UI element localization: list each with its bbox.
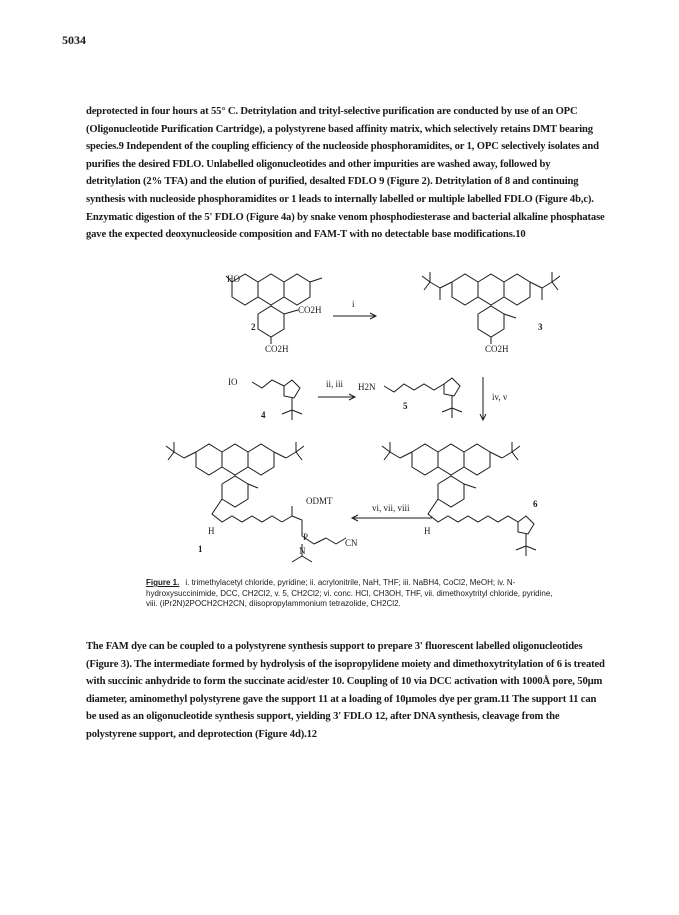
compound-label-1: 1 — [198, 544, 203, 554]
compound-6-ring-center — [438, 444, 464, 475]
compound-label-4: 4 — [261, 410, 266, 420]
compound-2-ring-lower — [258, 306, 284, 337]
scheme-structures — [166, 272, 560, 562]
paragraph-deprotection: deprotected in four hours at 55° C. Detritylation and trityl-selective purification are conducted by use of an OPC (Oligonucleotide Purification Cartridge), a polystyrene based affinity matrix, which selectively retains DMT bearing species.9 Independent of the coupling efficiency of the nucleoside phosphoramidites, or 1, OPC selectively isolates and purifies the desired FDLO. Unlabelled oligonucleotides and other impurities are washed away, followed by detritylation (2% TFA) and the elution of purified, desalted FDLO 9 (Figure 2). Detritylation of 8 and continuing synthesis with nucleoside phosphoramidites or 1 leads to internally labelled or multiple labelled FDLO (Figure 4b,c). Enzymatic digestion of the 5' FDLO (Figure 4a) by snake venom phosphodiesterase and bacterial alkaline phosphatase gave the expected deoxynucleoside composition and FAM-T with no detectable base modifications.10 — [86, 106, 605, 241]
figure-caption-label: Figure 1. — [146, 578, 180, 587]
h-label-1: H — [208, 526, 215, 536]
compound-6-ring-right — [464, 444, 490, 475]
arrow-label-i: i — [352, 299, 355, 309]
compound-5-ring — [444, 378, 460, 396]
h2n-label: H2N — [358, 382, 376, 392]
compound-4-chain — [252, 380, 284, 388]
compound-label-6: 6 — [533, 499, 538, 509]
figure-caption — [146, 578, 566, 610]
co2h-label-3: CO2H — [485, 344, 509, 354]
page-number: 5034 — [62, 33, 86, 47]
compound-1-ring-lower — [222, 476, 248, 507]
compound-label-5: 5 — [403, 401, 408, 411]
compound-6-ring-lower — [438, 476, 464, 507]
arrow-label-iv-v: iv, v — [492, 392, 508, 402]
p-label: P — [303, 532, 309, 542]
compound-6-linker — [428, 499, 518, 522]
co2h-label-2: CO2H — [298, 305, 322, 315]
compound-1-ring-left — [196, 444, 222, 475]
ho-label: HO — [227, 274, 240, 284]
figure-caption-text: i. trimethylacetyl chloride, pyridine; ii. acrylonitrile, NaH, THF; iii. NaBH4, CoCl2, MeOH; iv. N-hydroxysuccinimide, DCC, CH2Cl2, v. 5, CH2Cl2; vi. conc. HCl, CH3OH, THF, vii. dimethoxytrityl chloride, pyridine, viii. (iPr2N)2POCH2CH2CN, diisopropylammonium tetrazolide, CH2Cl2. — [146, 578, 553, 608]
compound-5-chain — [384, 384, 444, 392]
paragraph-fam-support: The FAM dye can be coupled to a polystyrene synthesis support to prepare 3' fluorescent labelled oligonucleotides (Figure 3). The intermediate formed by hydrolysis of the isopropylidene moiety and dimethoxytritylation of 6 is treated with succinic anhydride to form the succinate acid/ester 10. Coupling of 10 via DCC activation with 1000Å pore, 50µm diameter, aminomethyl polystyrene gave the support 11 at a loading of 10µmoles dye per gram.11 The support 11 can be used as an oligonucleotide synthesis support, yielding 3' FDLO 12, after DNA synthesis, cleavage from the polystyrene support, and deprotection (Figure 4d).12 — [86, 641, 605, 740]
compound-label-3: 3 — [538, 322, 543, 332]
compound-3-ring-right — [504, 274, 530, 305]
odmt-label: ODMT — [306, 496, 333, 506]
compound-2-ring-right — [284, 274, 310, 305]
compound-3-ring-center — [478, 274, 504, 305]
compound-6-ring-left — [412, 444, 438, 475]
compound-3-ring-left — [452, 274, 478, 305]
compound-1-linker — [212, 499, 282, 522]
compound-label-2: 2 — [251, 322, 256, 332]
io-label: IO — [228, 377, 238, 387]
compound-4-ring — [284, 380, 300, 398]
co2h-label-2b: CO2H — [265, 344, 289, 354]
compound-1-ring-right — [248, 444, 274, 475]
arrow-label-vi-vii-viii: vi, vii, viii — [372, 503, 410, 513]
cn-label: CN — [345, 538, 358, 548]
arrow-label-ii-iii: ii, iii — [326, 379, 344, 389]
compound-3-ring-lower — [478, 306, 504, 337]
compound-6-ring — [518, 516, 534, 534]
compound-2-ring-center — [258, 274, 284, 305]
compound-1-ring-center — [222, 444, 248, 475]
n-label: N — [299, 546, 306, 556]
h-label-6: H — [424, 526, 431, 536]
